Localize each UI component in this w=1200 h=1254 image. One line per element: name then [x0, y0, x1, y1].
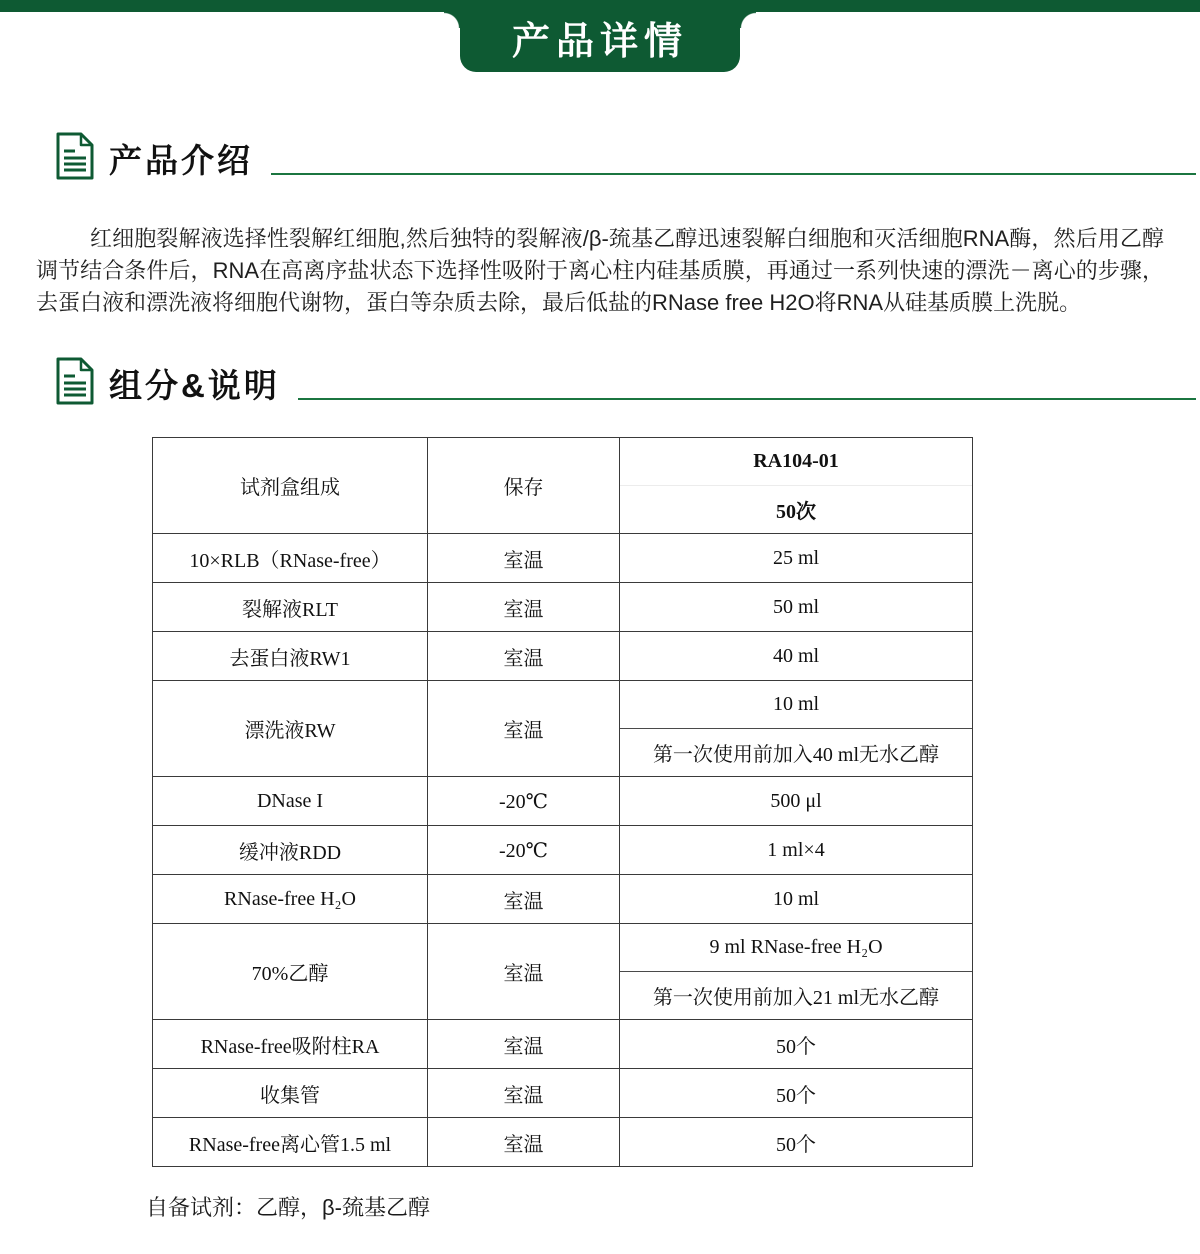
cell-component: RNase-free吸附柱RA	[153, 1020, 428, 1069]
cell-amount-split	[620, 924, 973, 1020]
cell-storage: 室温	[428, 632, 620, 681]
cell-component: DNase I	[153, 777, 428, 826]
cell-component: 裂解液RLT	[153, 583, 428, 632]
cell-amount: 1 ml×4	[620, 826, 973, 875]
table-row	[153, 632, 973, 681]
table-row	[153, 826, 973, 875]
table-row	[153, 875, 973, 924]
cell-amount: 9 ml RNase-free H₂O	[620, 924, 972, 972]
cell-storage: 室温	[428, 1069, 620, 1118]
cell-amount: 10 ml	[620, 681, 972, 729]
table-header-row	[153, 438, 973, 534]
cell-amount-split	[620, 681, 973, 777]
components-table	[152, 437, 973, 1167]
cell-storage: 室温	[428, 1118, 620, 1167]
cell-amount: 10 ml	[620, 875, 973, 924]
header-sku: RA104-01	[620, 438, 972, 486]
cell-amount: 50个	[620, 1069, 973, 1118]
table-row	[153, 1020, 973, 1069]
section-heading-components	[55, 358, 1196, 408]
document-icon	[55, 357, 95, 410]
cell-component: 70%乙醇	[153, 924, 428, 1020]
heading-underline	[298, 398, 1196, 400]
cell-storage: 室温	[428, 534, 620, 583]
cell-amount: 50个	[620, 1118, 973, 1167]
banner-tab	[460, 12, 740, 72]
header-storage: 保存	[428, 438, 620, 534]
header-size: 50次	[776, 501, 816, 523]
cell-component: 10×RLB（RNase-free）	[153, 534, 428, 583]
cell-component: RNase-free离心管1.5 ml	[153, 1118, 428, 1167]
header-composition: 试剂盒组成	[153, 438, 428, 534]
cell-component: 收集管	[153, 1069, 428, 1118]
cell-component: RNase-free H₂O	[153, 875, 428, 924]
cell-storage: 室温	[428, 875, 620, 924]
cell-storage: 室温	[428, 1020, 620, 1069]
document-icon	[55, 132, 95, 185]
cell-amount: 40 ml	[620, 632, 973, 681]
page-title: 产品详情	[511, 21, 688, 63]
section-product-intro	[0, 133, 1200, 319]
heading-underline	[271, 173, 1196, 175]
cell-storage: -20℃	[428, 777, 620, 826]
cell-component: 漂洗液RW	[153, 681, 428, 777]
cell-amount-note: 第一次使用前加入21 ml无水乙醇	[652, 987, 940, 1009]
cell-storage: 室温	[428, 924, 620, 1020]
table-row	[153, 534, 973, 583]
cell-component: 缓冲液RDD	[153, 826, 428, 875]
self-supplied-reagents-note: 自备试剂：乙醇，β-巯基乙醇	[146, 1195, 430, 1220]
cell-storage: 室温	[428, 681, 620, 777]
table-row	[153, 583, 973, 632]
cell-amount: 25 ml	[620, 534, 973, 583]
table-row	[153, 924, 973, 1020]
cell-amount: 500 μl	[620, 777, 973, 826]
header-sku-size	[620, 438, 973, 534]
section-title-components: 组分&说明	[109, 366, 280, 404]
table-row	[153, 777, 973, 826]
table-row	[153, 681, 973, 777]
cell-storage: 室温	[428, 583, 620, 632]
cell-storage: -20℃	[428, 826, 620, 875]
section-components	[0, 358, 1200, 1222]
table-row	[153, 1069, 973, 1118]
product-intro-paragraph: 红细胞裂解液选择性裂解红细胞,然后独特的裂解液/β-巯基乙醇迅速裂解白细胞和灭活细胞RNA酶，然后用乙醇调节结合条件后，RNA在高离序盐状态下选择性吸附于离心柱内硅基质膜，再通过一系列快速的漂洗－离心的步骤，去蛋白液和漂洗液将细胞代谢物，蛋白等杂质去除，最后低盐的RNase free H2O将RNA从硅基质膜上洗脱。	[36, 226, 1164, 315]
section-heading-intro	[55, 133, 1196, 183]
section-title-intro: 产品介绍	[109, 141, 253, 179]
cell-amount-note: 第一次使用前加入40 ml无水乙醇	[652, 744, 940, 766]
banner-strip	[0, 0, 1200, 12]
page-banner	[0, 0, 1200, 72]
cell-amount: 50 ml	[620, 583, 973, 632]
cell-component: 去蛋白液RW1	[153, 632, 428, 681]
cell-amount: 50个	[620, 1020, 973, 1069]
table-row	[153, 1118, 973, 1167]
